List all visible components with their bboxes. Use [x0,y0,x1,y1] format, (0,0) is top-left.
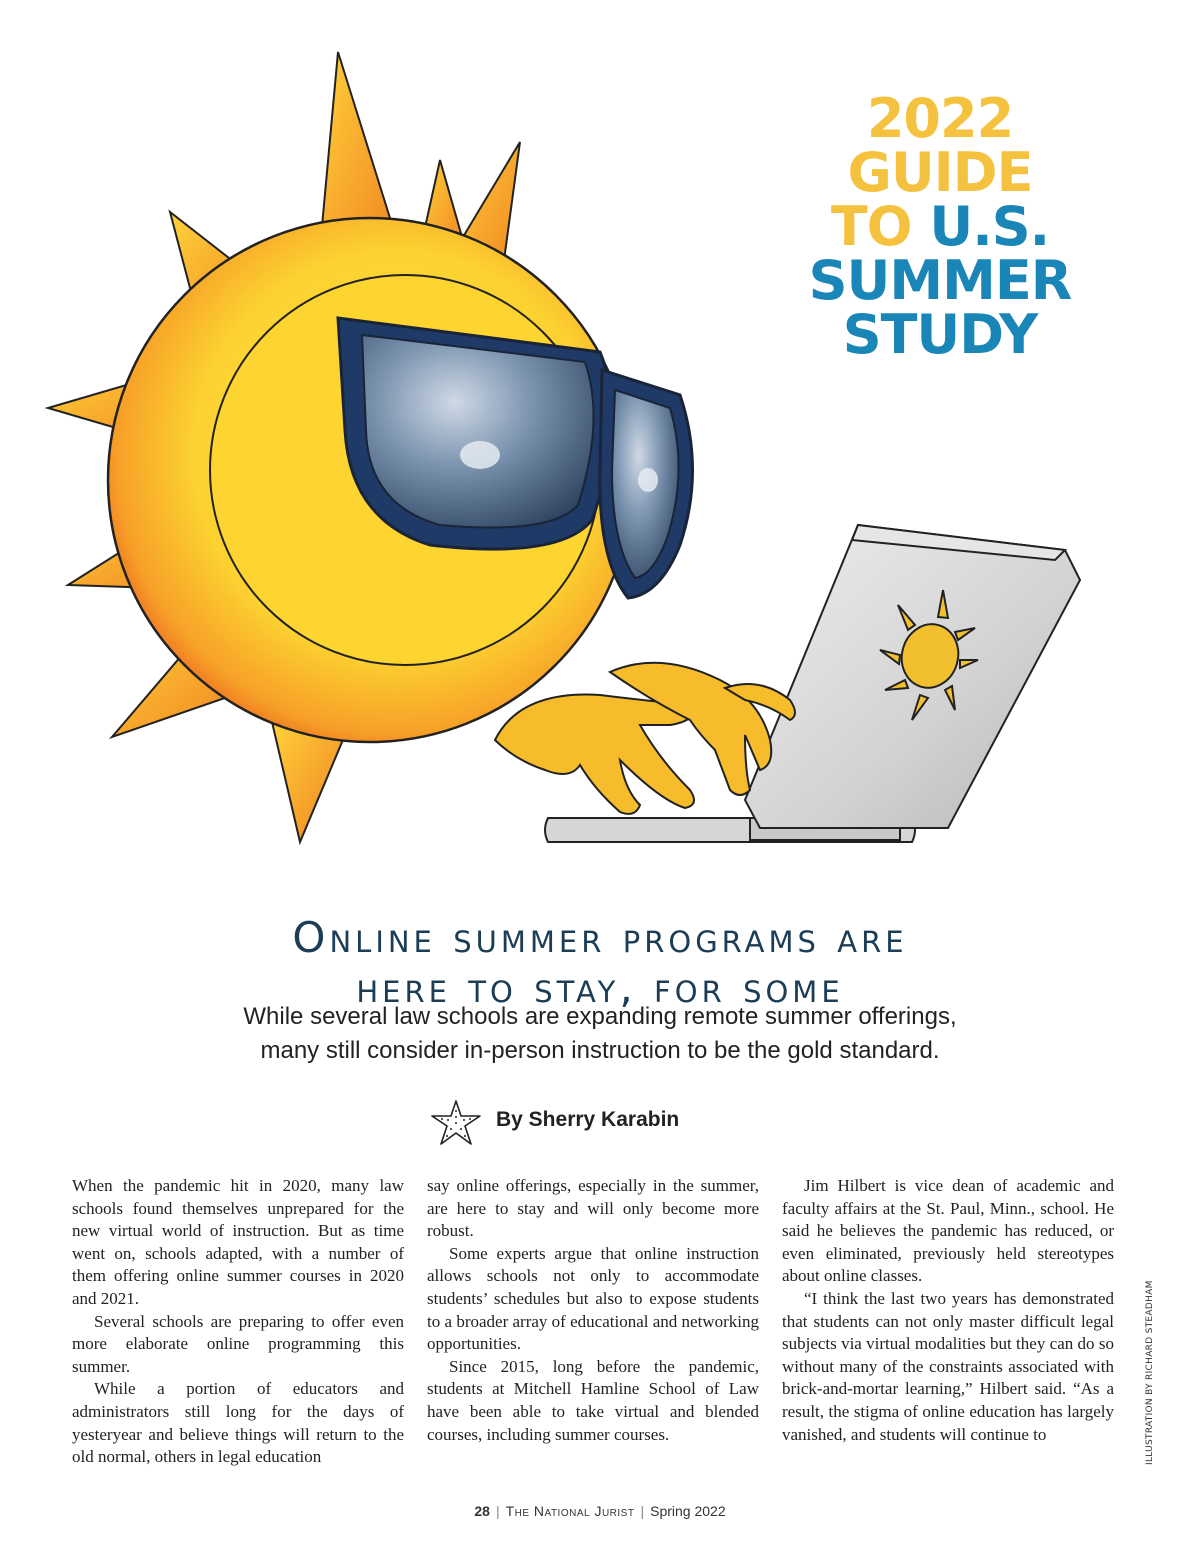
issue-date: Spring 2022 [650,1503,726,1519]
headline-line-2: here to stay, for some [356,963,844,1013]
guide-title-guide: GUIDE [847,141,1033,204]
paragraph: Jim Hilbert is vice dean of academic and faculty affairs at the St. Paul, Minn., school. He said he believes the pandemic has reduced, or even eliminated, previously held stereotypes about online classes. [782,1176,1114,1286]
guide-title [780,87,1100,366]
dek-line-1: While several law schools are expanding remote summer offerings, [243,1003,957,1030]
article-column-1 [72,1175,404,1469]
paragraph: While a portion of educators and administrators still long for the days of yesteryear and believe things will return to the old normal, others in legal education [72,1379,404,1467]
illustration-credit: ILLUSTRATION BY RICHARD STEADHAM [1145,1280,1155,1465]
paragraph: Some experts argue that online instruction allows schools not only to accommodate students’ schedules but also to expose students to a broader array of educational and networking opportunities. [427,1243,759,1354]
page-footer [0,1503,1200,1519]
paragraph: Since 2015, long before the pandemic, students at Mitchell Hamline School of Law have been able to take virtual and blended courses, including summer courses. [427,1356,759,1444]
guide-title-year: 2022 [866,87,1014,150]
article-column-2 [427,1175,759,1446]
article-headline [100,913,1100,1013]
article-column-3 [782,1175,1114,1446]
guide-title-summer: SUMMER [808,249,1072,312]
starfish-icon [428,1098,484,1148]
headline-line-1: Online summer programs are [292,913,908,963]
footer-divider: | [640,1503,645,1519]
guide-title-study: STUDY [842,303,1038,366]
guide-title-to: TO [830,195,912,258]
paragraph: “I think the last two years has demonstrated that students can not only master difficult legal subjects via virtual modalities but they can do so without many of the constraints associated with brick-and-mortar learning,” Hilbert said. “As a result, the stigma of online education has largely vanished, and students will continue to [782,1288,1114,1444]
footer-divider: | [495,1503,500,1519]
byline-author: By Sherry Karabin [496,1108,680,1131]
paragraph: say online offerings, especially in the summer, are here to stay and will only become more robust. [427,1176,759,1241]
dek-line-2: many still consider in-person instruction to be the gold standard. [260,1037,940,1064]
guide-title-us: U.S. [929,195,1050,258]
paragraph: Several schools are preparing to offer even more elaborate online programming this summer. [72,1311,404,1376]
typing-hands-icon [495,663,795,814]
paragraph: When the pandemic hit in 2020, many law schools found themselves unprepared for the new virtual world of instruction. But as time went on, schools adapted, with a number of them offering online summer courses in 2020 and 2021. [72,1176,404,1308]
article-dek [140,1000,1060,1068]
byline [428,1096,768,1150]
guide-title-to-us [780,195,1100,258]
page-number: 28 [474,1503,490,1519]
magazine-name: The National Jurist [505,1503,635,1519]
